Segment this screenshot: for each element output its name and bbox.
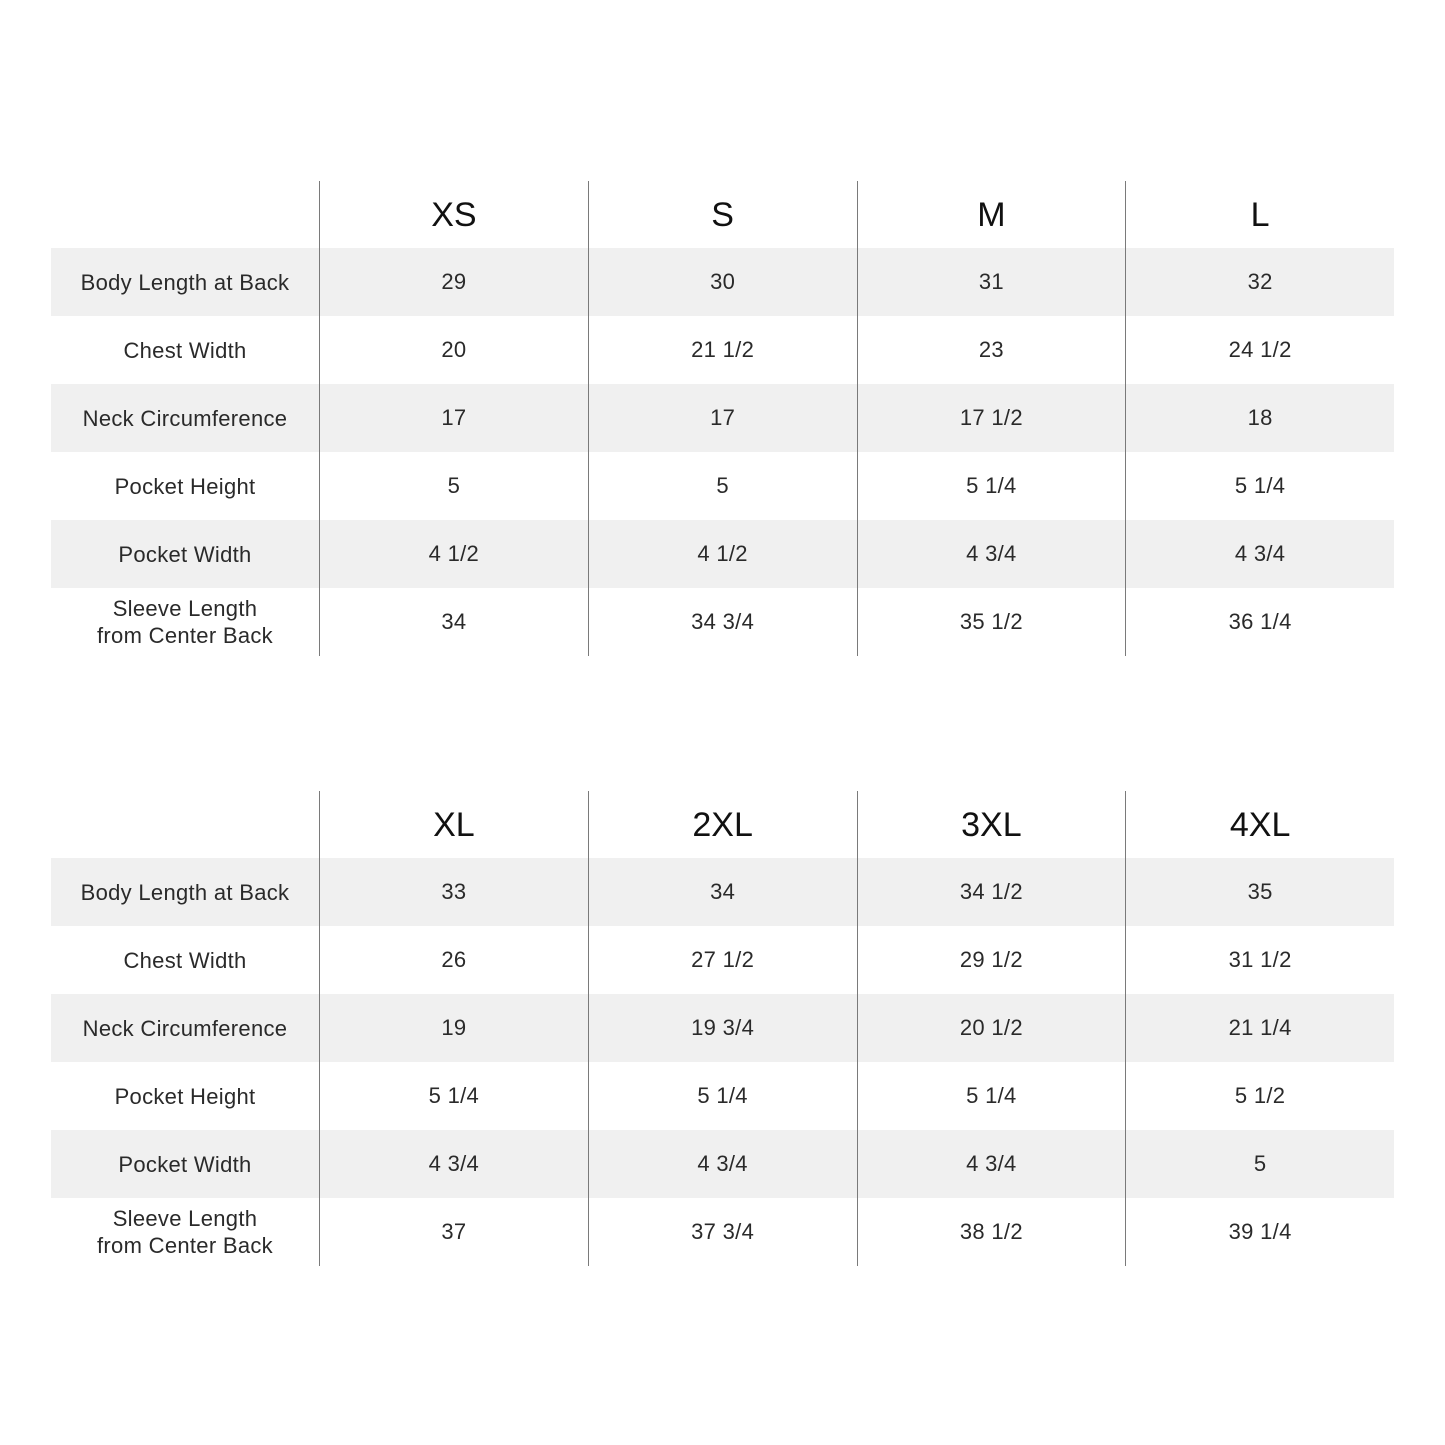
measurement-cell: 37 [319, 1198, 588, 1266]
measurement-cell: 37 3/4 [588, 1198, 857, 1266]
table-row-chest-width [51, 926, 1394, 994]
measurement-cell: 17 [588, 384, 857, 452]
measurement-cell: 5 1/4 [857, 452, 1126, 520]
table-row-pocket-height [51, 452, 1394, 520]
measurement-cell: 19 [319, 994, 588, 1062]
row-label: Pocket Width [118, 541, 252, 567]
measurement-cell: 4 1/2 [588, 520, 857, 588]
measurement-cell: 5 [588, 452, 857, 520]
size-header-row [51, 791, 1394, 858]
measurement-cell: 21 1/4 [1125, 994, 1394, 1062]
measurement-cell: 17 1/2 [857, 384, 1126, 452]
size-header-xs: XS [319, 181, 588, 248]
measurement-cell: 33 [319, 858, 588, 926]
measurement-cell: 5 1/4 [857, 1062, 1126, 1130]
measurement-cell: 27 1/2 [588, 926, 857, 994]
measurement-cell: 34 [319, 588, 588, 656]
table-row-neck-circumference [51, 384, 1394, 452]
measurement-cell: 32 [1125, 248, 1394, 316]
table-row-pocket-width [51, 520, 1394, 588]
header-corner-empty [51, 791, 319, 858]
table-row-body-length [51, 858, 1394, 926]
row-label: Sleeve Length from Center Back [97, 1206, 273, 1258]
measurement-cell: 4 3/4 [1125, 520, 1394, 588]
row-label: Neck Circumference [82, 1015, 288, 1041]
table-row-chest-width [51, 316, 1394, 384]
measurement-cell: 4 3/4 [857, 520, 1126, 588]
measurement-cell: 35 1/2 [857, 588, 1126, 656]
row-label: Pocket Height [114, 1083, 256, 1109]
row-label: Pocket Height [114, 473, 256, 499]
measurement-cell: 4 3/4 [588, 1130, 857, 1198]
measurement-cell: 4 3/4 [319, 1130, 588, 1198]
size-header-xl: XL [319, 791, 588, 858]
size-header-4xl: 4XL [1125, 791, 1394, 858]
table-row-sleeve-length [51, 1198, 1394, 1266]
table-row-pocket-width [51, 1130, 1394, 1198]
size-header-row [51, 181, 1394, 248]
measurement-cell: 5 1/4 [1125, 452, 1394, 520]
measurement-cell: 29 1/2 [857, 926, 1126, 994]
measurement-cell: 36 1/4 [1125, 588, 1394, 656]
measurement-cell: 26 [319, 926, 588, 994]
measurement-cell: 20 1/2 [857, 994, 1126, 1062]
measurement-cell: 24 1/2 [1125, 316, 1394, 384]
measurement-cell: 4 3/4 [857, 1130, 1126, 1198]
measurement-cell: 39 1/4 [1125, 1198, 1394, 1266]
measurement-cell: 34 3/4 [588, 588, 857, 656]
size-chart-table-xl-to-4xl [51, 791, 1394, 1266]
size-header-2xl: 2XL [588, 791, 857, 858]
row-label: Body Length at Back [80, 269, 290, 295]
measurement-cell: 21 1/2 [588, 316, 857, 384]
table-row-pocket-height [51, 1062, 1394, 1130]
row-label: Chest Width [123, 337, 247, 363]
size-header-m: M [857, 181, 1126, 248]
measurement-cell: 5 [1125, 1130, 1394, 1198]
row-label: Sleeve Length from Center Back [97, 596, 273, 648]
measurement-cell: 4 1/2 [319, 520, 588, 588]
measurement-cell: 5 [319, 452, 588, 520]
measurement-cell: 34 1/2 [857, 858, 1126, 926]
row-label: Chest Width [123, 947, 247, 973]
measurement-cell: 5 1/4 [588, 1062, 857, 1130]
measurement-cell: 35 [1125, 858, 1394, 926]
table-row-neck-circumference [51, 994, 1394, 1062]
measurement-cell: 31 1/2 [1125, 926, 1394, 994]
measurement-cell: 20 [319, 316, 588, 384]
measurement-cell: 34 [588, 858, 857, 926]
row-label: Pocket Width [118, 1151, 252, 1177]
measurement-cell: 5 1/2 [1125, 1062, 1394, 1130]
size-chart-table-xs-to-l [51, 181, 1394, 656]
measurement-cell: 19 3/4 [588, 994, 857, 1062]
size-header-3xl: 3XL [857, 791, 1126, 858]
measurement-cell: 31 [857, 248, 1126, 316]
measurement-cell: 30 [588, 248, 857, 316]
measurement-cell: 23 [857, 316, 1126, 384]
size-header-s: S [588, 181, 857, 248]
measurement-cell: 18 [1125, 384, 1394, 452]
table-row-body-length [51, 248, 1394, 316]
header-corner-empty [51, 181, 319, 248]
table-row-sleeve-length [51, 588, 1394, 656]
measurement-cell: 5 1/4 [319, 1062, 588, 1130]
measurement-cell: 38 1/2 [857, 1198, 1126, 1266]
measurement-cell: 29 [319, 248, 588, 316]
measurement-cell: 17 [319, 384, 588, 452]
row-label: Neck Circumference [82, 405, 288, 431]
row-label: Body Length at Back [80, 879, 290, 905]
size-header-l: L [1125, 181, 1394, 248]
